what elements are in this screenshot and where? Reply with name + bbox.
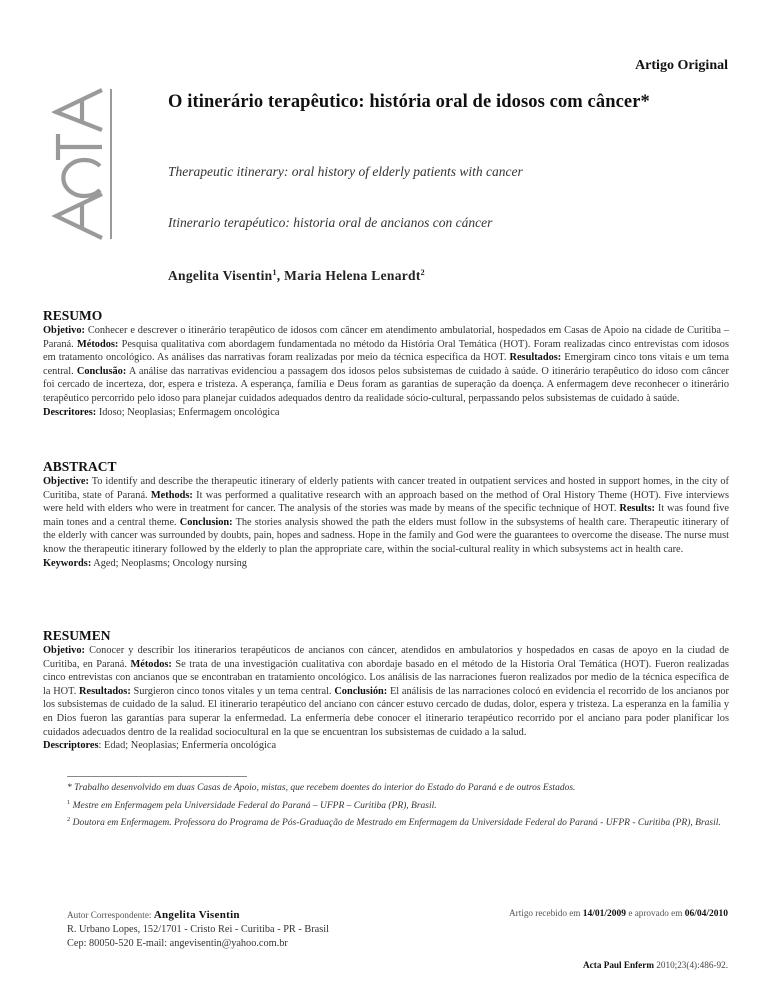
corresponding-address: R. Urbano Lopes, 152/1701 - Cristo Rei - Curitiba - PR - Brasil	[67, 924, 329, 935]
section-heading: RESUMEN	[43, 628, 111, 643]
journal-name: Acta Paul Enferm	[583, 960, 654, 970]
part-text: Pesquisa qualitativa com abordagem fundamentada no método da História Oral Temática (HOT). Foram realizadas cinco entrevistas com idosos em tratamento oncológico. As análises das narrativas foram realizadas por meio da técnica específica da HOT.	[43, 338, 729, 364]
keywords-label: Keywords:	[43, 557, 92, 569]
section-body	[43, 644, 729, 739]
part-text: Conhecer e descrever o itinerário terapêutico de idosos com câncer em atendimento ambulatorial, hospedados em Casas de Apoio na cidade de Curitiba – Paraná.	[43, 325, 729, 350]
keywords-line	[43, 406, 729, 420]
part-label: Resultados:	[79, 685, 131, 697]
footnote-text: Mestre em Enfermagem pela Universidade Federal do Paraná – UFPR – Curitiba (PR), Brasil.	[70, 800, 437, 811]
approved-label: e aprovado em	[626, 908, 685, 918]
footnote	[67, 796, 729, 814]
author-affiliation-mark: 2	[420, 268, 425, 277]
section-heading: RESUMO	[43, 308, 103, 323]
keywords-text: Aged; Neoplasms; Oncology nursing	[91, 557, 247, 569]
part-text: A análise das narrativas evidenciou a passagem dos idosos pelos subsistemas de cuidado à saúde. O itinerário terapêutico do idoso com câncer foi cercado de incerteza, dor, espera e tristeza. A esperança, família e Deus foram as garantias de superação da doença. A enfermagem deve reconhecer o itinerário terapêutico percorrido pelo idoso para planejar cuidados adequados dentro da realidade sócio-cultural, perpassando pelos subsistemas de cuidado à saúde.	[43, 365, 729, 404]
keywords-text: Idoso; Neoplasias; Enfermagem oncológica	[96, 406, 280, 418]
section-body	[43, 475, 729, 557]
resumo-section	[43, 308, 729, 419]
submission-dates	[509, 908, 728, 919]
part-label: Objetivo:	[43, 645, 85, 656]
part-label: Métodos:	[130, 658, 172, 670]
author-separator: ,	[276, 268, 285, 283]
part-text: Se trata de una investigación cualitativa con abordaje basado en el método de la Historia Oral Temática (HOT). Fueron realizadas cinco entrevistas con ancianos que se encontraban en tratamiento oncológico. Los análisis de las narraciones fueron realizados por medio de la técnica específica de la HOT.	[43, 658, 729, 697]
part-text: Conocer y describir los itinerarios terapéuticos de ancianos con cáncer, atendidos en ambulatorios y hospedados en casas de apoyo en la ciudad de Curitiba, en Paraná.	[43, 645, 729, 670]
part-label: Conclusión:	[334, 685, 388, 697]
corresponding-author	[67, 908, 329, 951]
section-body	[43, 324, 729, 406]
approved-date: 06/04/2010	[684, 909, 728, 919]
article-title: O itinerário terapêutico: história oral de idosos com câncer*	[168, 92, 650, 112]
footnotes	[67, 782, 729, 831]
part-label: Conclusion:	[179, 516, 233, 528]
article-type-label: Artigo Original	[635, 58, 728, 73]
part-text: Surgieron cinco tonos vitales y un tema central.	[130, 685, 335, 697]
keywords-line	[43, 739, 729, 753]
part-text: It was performed a qualitative research with an approach based on the method of Oral History Theme (HOT). Five interviews were held with elders who were in treatment for cancer. The analysis of the stories was made by means of the specific technique of HOT.	[43, 489, 729, 515]
footnote-divider	[67, 776, 247, 777]
part-label: Métodos:	[76, 338, 119, 350]
footnote	[67, 782, 729, 796]
keywords-line	[43, 557, 729, 571]
part-label: Conclusão:	[76, 365, 127, 377]
part-label: Objective:	[43, 476, 89, 487]
english-title: Therapeutic itinerary: oral history of elderly patients with cancer	[168, 164, 523, 179]
footnote-mark: *	[67, 783, 72, 793]
part-label: Objetivo:	[43, 325, 85, 336]
part-label: Results:	[619, 503, 655, 515]
footnote-text: Doutora em Enfermagem. Professora do Programa de Pós-Graduação de Mestrado em Enfermagem da Universidade Federal do Paraná - UFPR - Curitiba (PR), Brasil.	[70, 818, 721, 829]
part-label: Methods:	[150, 489, 193, 501]
footnote	[67, 813, 729, 831]
footnote-mark: 1	[67, 798, 71, 806]
part-label: Resultados:	[509, 352, 562, 364]
acta-logo	[52, 86, 104, 242]
logo-divider	[110, 89, 112, 239]
part-text: To identify and describe the therapeutic itinerary of elderly patients with cancer treated in outpatient services and hosted in support homes, in the city of Curitiba, state of Paraná.	[43, 476, 729, 501]
abstract-section	[43, 459, 729, 570]
author-affiliation-mark: 1	[272, 268, 277, 277]
received-date: 14/01/2009	[582, 909, 627, 919]
resumen-section	[43, 628, 729, 753]
section-heading: ABSTRACT	[43, 459, 117, 474]
keywords-label: Descriptores	[43, 740, 99, 752]
author-name: Maria Helena Lenardt	[284, 268, 421, 283]
journal-citation	[583, 960, 728, 970]
footnote-mark: 2	[67, 816, 71, 824]
footnote-text: Trabalho desenvolvido em duas Casas de Apoio, mistas, que recebem doentes do interior do Estado do Paraná e de outros Estados.	[71, 783, 576, 793]
part-text: Emergiram cinco tons vitais e um tema central.	[43, 352, 729, 377]
part-text: The stories analysis showed the path the elders must follow in the subsystems of health care. Therapeutic itinerary of the elderly with cancer was surrounded by doubts, pain, hopes and sadness. Hope in the family and God were the guarantees to overcome the disease. The nurse must know the therapeutic itinerary followed by the elderly to plan the appropriate care, within the social-cultural reality in which subsystems act in health care.	[43, 516, 729, 555]
corresponding-name: Angelita Visentin	[153, 909, 240, 921]
corresponding-label: Autor Correspondente:	[67, 910, 154, 920]
keywords-text: : Edad; Neoplasias; Enfermería oncológica	[98, 740, 277, 752]
keywords-label: Descritores:	[43, 406, 97, 418]
part-text: It was found five main tones and a central theme.	[43, 503, 729, 528]
citation-reference: 2010;23(4):486-92.	[653, 960, 728, 970]
spanish-title: Itinerario terapéutico: historia oral de ancianos con cáncer	[168, 215, 493, 230]
part-text: El análisis de las narraciones colocó en evidencia el recorrido de los ancianos por los subsistemas de cuidado de la salud. El itinerario terapéutico del anciano con cáncer estuvo cercado de dudas, dolor, espera y tristeza. La esperanza en la familia y en Dios fueron las garantías para superar la enfermedad. La enfermería debe conocer el itinerario terapéutico recorrido por el anciano para poder planificar los cuidados adecuados dentro de la realidad sociocultural en la que se encuentran los subsistemas de cuidado a la salud.	[43, 685, 729, 738]
author-name: Angelita Visentin	[168, 268, 273, 283]
received-label: Artigo recebido em	[509, 908, 583, 918]
corresponding-contact: Cep: 80050-520 E-mail: angevisentin@yahoo.com.br	[67, 938, 288, 949]
author-list	[168, 268, 425, 284]
